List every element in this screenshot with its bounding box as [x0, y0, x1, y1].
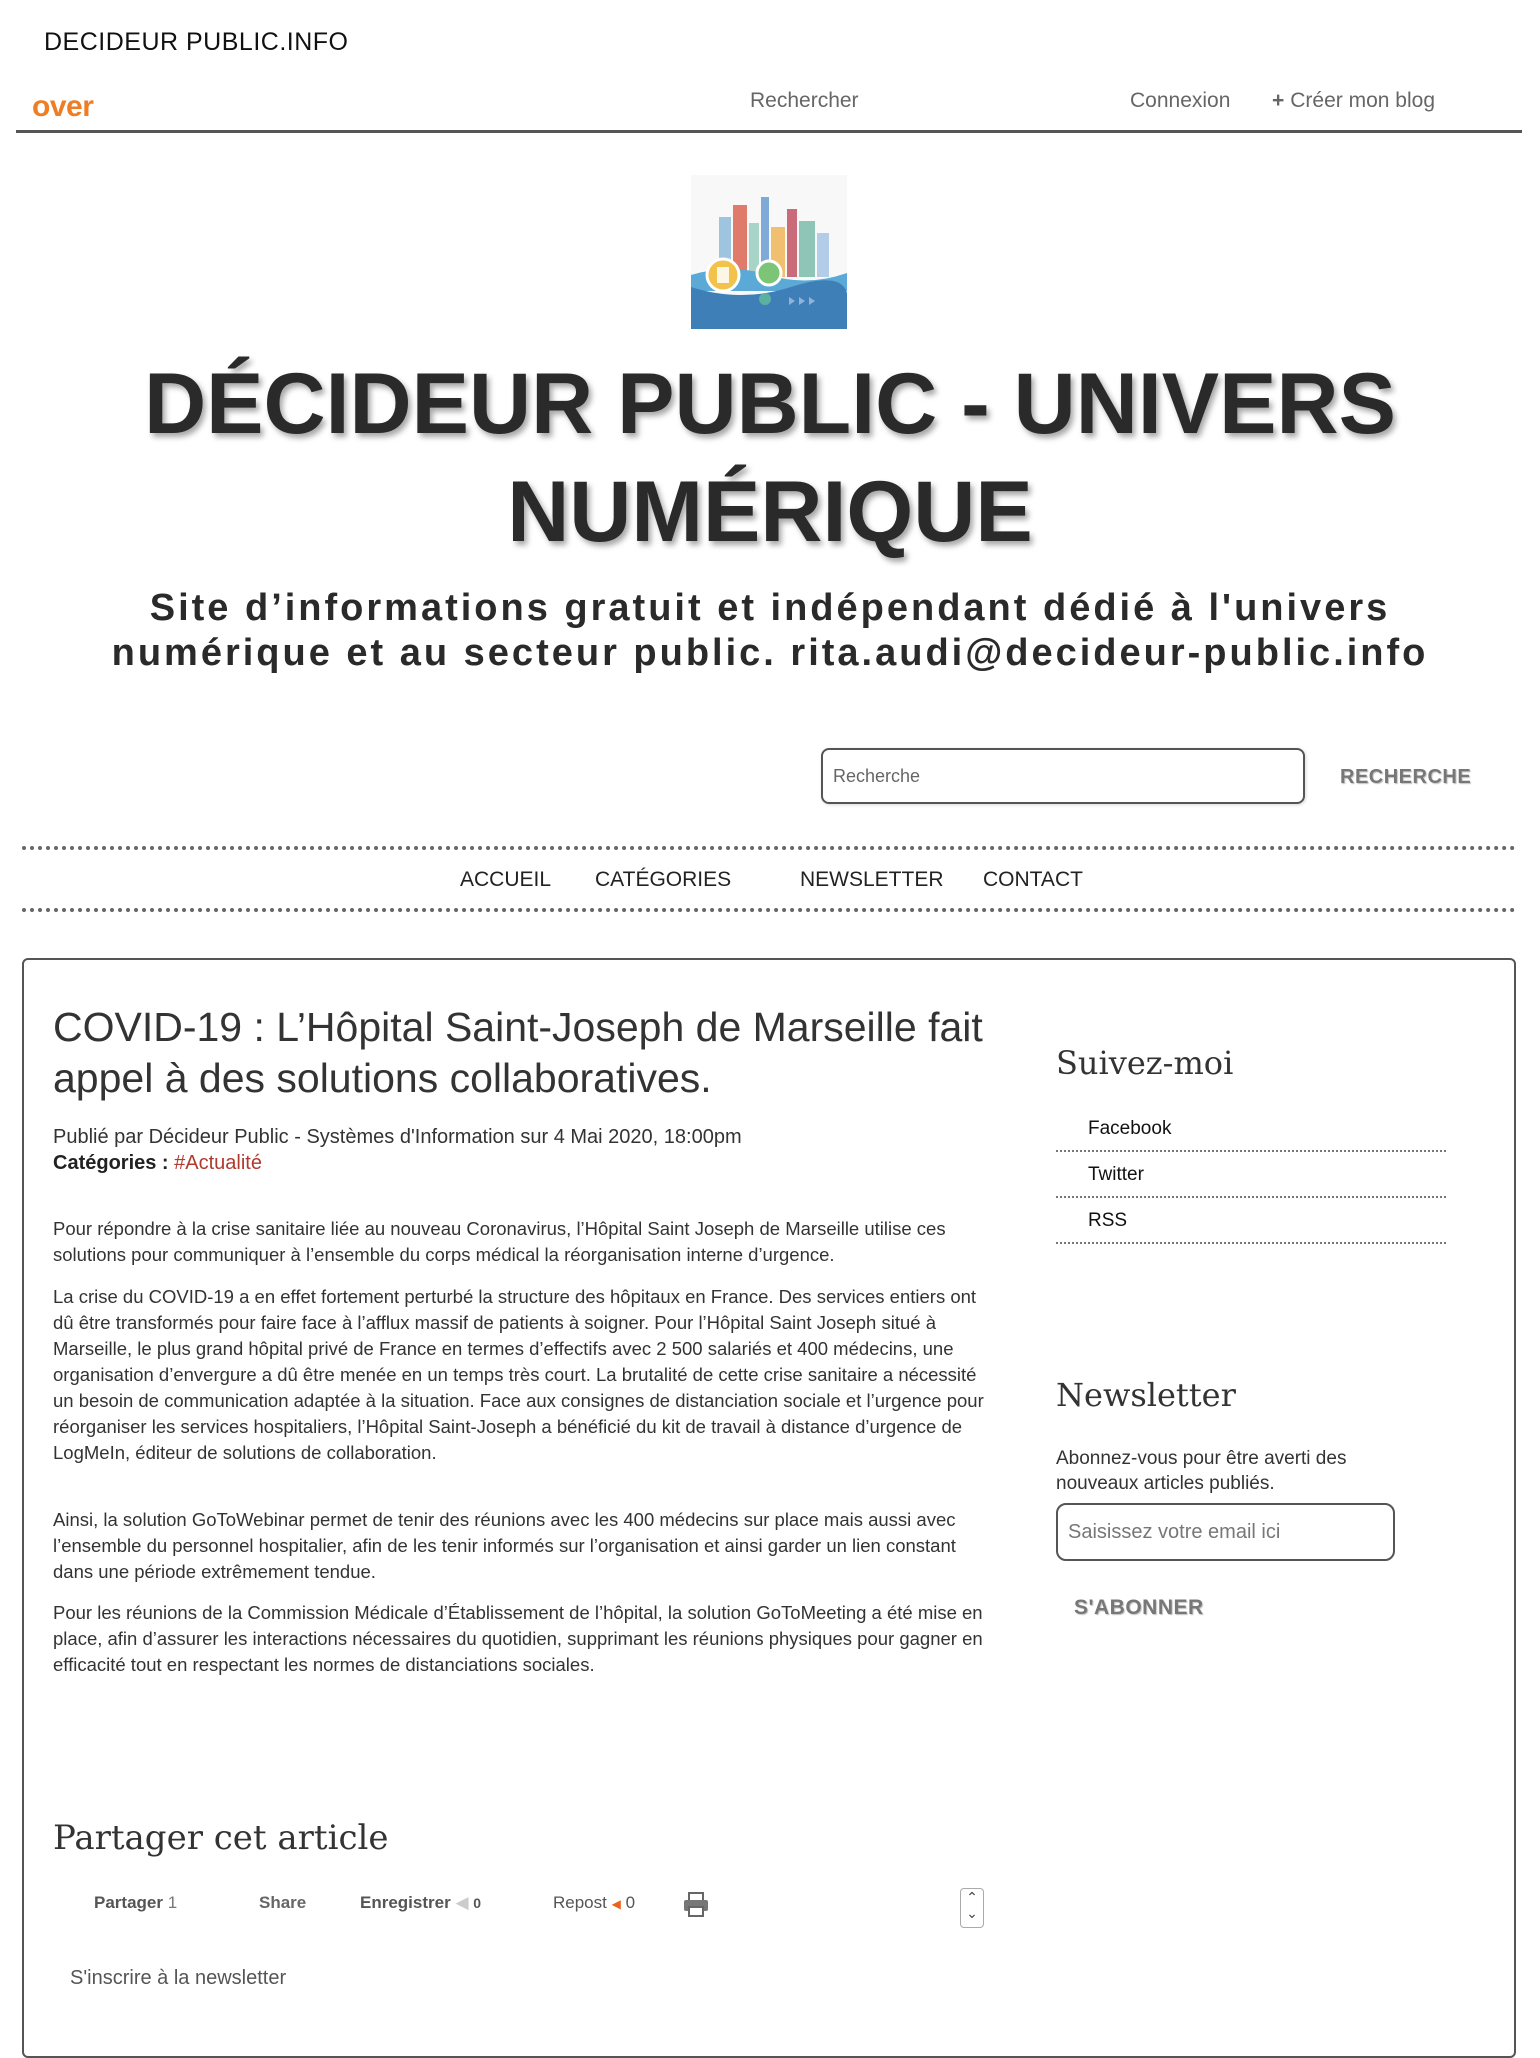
nav-item-contact[interactable]: CONTACT [983, 868, 1083, 891]
subscribe-button[interactable]: S'ABONNER [1074, 1596, 1204, 1619]
repost-button[interactable] [553, 1893, 635, 1913]
pinterest-save-button[interactable] [360, 1893, 481, 1913]
chevron-up-icon[interactable]: ⌃ [966, 1889, 978, 1905]
follow-title: Suivez-moi [1056, 1044, 1234, 1082]
city-illustration-svg [691, 175, 847, 329]
article-categories [53, 1152, 262, 1175]
article-paragraph-2: La crise du COVID-19 a en effet fortement perturbé la structure des hôpitaux en France. Des services entiers ont dû être transformés pour faire face à l’afflux massif de patients à soigner. Pour l’Hôpital Saint Joseph situé à Marseille, le plus grand hôpital privé de France en termes d’effectifs avec 2 500 salariés et 400 médecins, une organisation d’envergure a dû être menée en un temps très court. La brutalité de cette crise sanitaire a nécessité un besoin de communication adaptée à la situation. Face aux consignes de distanciation sociale et l’urgence pour réorganiser les services hospitaliers, l’Hôpital Saint-Joseph a bénéficié du kit de travail à distance d’urgence de LogMeIn, éditeur de solutions de collaboration. [53, 1286, 984, 1463]
follow-item-twitter[interactable]: Twitter [1056, 1154, 1446, 1198]
login-link[interactable]: Connexion [1130, 89, 1231, 112]
categories-label: Catégories : [53, 1152, 169, 1174]
nav-item-categories[interactable]: CATÉGORIES [595, 868, 732, 891]
article-paragraph-3: Ainsi, la solution GoToWebinar permet de tenir des réunions avec les 400 médecins sur place mais aussi avec l’ensemble du personnel hospitalier, afin de les tenir informés sur l’organisation et ainsi garder un lien constant dans une période extrêmement tendue. [53, 1509, 956, 1582]
print-icon[interactable] [682, 1892, 710, 1923]
share-section-title: Partager cet article [53, 1818, 389, 1858]
partager-label: Partager [94, 1893, 163, 1912]
create-blog-link[interactable] [1272, 89, 1435, 113]
over-logo[interactable]: over [32, 90, 94, 123]
newsletter-description: Abonnez-vous pour être averti des nouveaux articles publiés. [1056, 1448, 1347, 1494]
search-button[interactable]: RECHERCHE [1340, 754, 1471, 800]
share-scroll-stepper[interactable] [960, 1888, 984, 1928]
save-count: 0 [473, 1895, 482, 1911]
save-arrow-icon: ◀ [455, 1893, 469, 1912]
partager-count: 1 [167, 1893, 178, 1912]
newsletter-signup-link[interactable]: S'inscrire à la newsletter [70, 1967, 287, 1989]
nav-item-accueil[interactable]: ACCUEIL [460, 868, 552, 891]
create-blog-label: Créer mon blog [1290, 89, 1435, 112]
blog-title: DÉCIDEUR PUBLIC - UNIVERS NUMÉRIQUE [144, 356, 1396, 560]
follow-item-rss[interactable]: RSS [1056, 1200, 1446, 1244]
nav-divider-top [22, 846, 1516, 850]
repost-label: Repost [553, 1893, 607, 1912]
header-city-illustration [691, 175, 847, 329]
nav-item-newsletter[interactable]: NEWSLETTER [800, 868, 944, 891]
follow-item-facebook[interactable]: Facebook [1056, 1108, 1446, 1152]
search-input[interactable] [821, 748, 1305, 804]
repost-count: 0 [625, 1893, 636, 1912]
category-tag-link[interactable]: #Actualité [174, 1152, 262, 1174]
newsletter-email-input[interactable] [1056, 1503, 1395, 1561]
newsletter-title: Newsletter [1056, 1376, 1236, 1414]
facebook-share-button[interactable] [94, 1893, 177, 1913]
blog-subtitle: Site d’informations gratuit et indépendant dédié à l'univers numérique et au secteur public. rita.audi@decideur-public.info [111, 587, 1429, 674]
article-title[interactable]: COVID-19 : L’Hôpital Saint-Joseph de Marseille fait appel à des solutions collaboratives. [53, 1004, 983, 1101]
repost-arrow-icon: ◀ [611, 1897, 621, 1911]
plus-icon: + [1272, 89, 1285, 112]
article-paragraph-1: Pour répondre à la crise sanitaire liée au nouveau Coronavirus, l’Hôpital Saint Joseph de Marseille utilise ces solutions pour communiquer à l’ensemble du corps médical la réorganisation interne d’urgence. [53, 1218, 946, 1265]
linkedin-share-button[interactable]: Share [259, 1893, 307, 1912]
top-bar [16, 80, 1522, 133]
nav-divider-bottom [22, 908, 1516, 912]
save-label: Enregistrer [360, 1893, 451, 1912]
article-meta: Publié par Décideur Public - Systèmes d'Information sur 4 Mai 2020, 18:00pm [53, 1126, 742, 1148]
top-search-link[interactable]: Rechercher [750, 89, 859, 112]
article-paragraph-4: Pour les réunions de la Commission Médicale d’Établissement de l’hôpital, la solution GoToMeeting a été mise en place, afin d’assurer les interactions nécessaires du quotidien, supprimant les réunions physiques pour gagner en efficacité tout en respectant les normes de distanciations sociales. [53, 1602, 983, 1675]
chevron-down-icon[interactable]: ⌄ [966, 1905, 978, 1921]
site-name[interactable]: DECIDEUR PUBLIC.INFO [44, 28, 349, 56]
